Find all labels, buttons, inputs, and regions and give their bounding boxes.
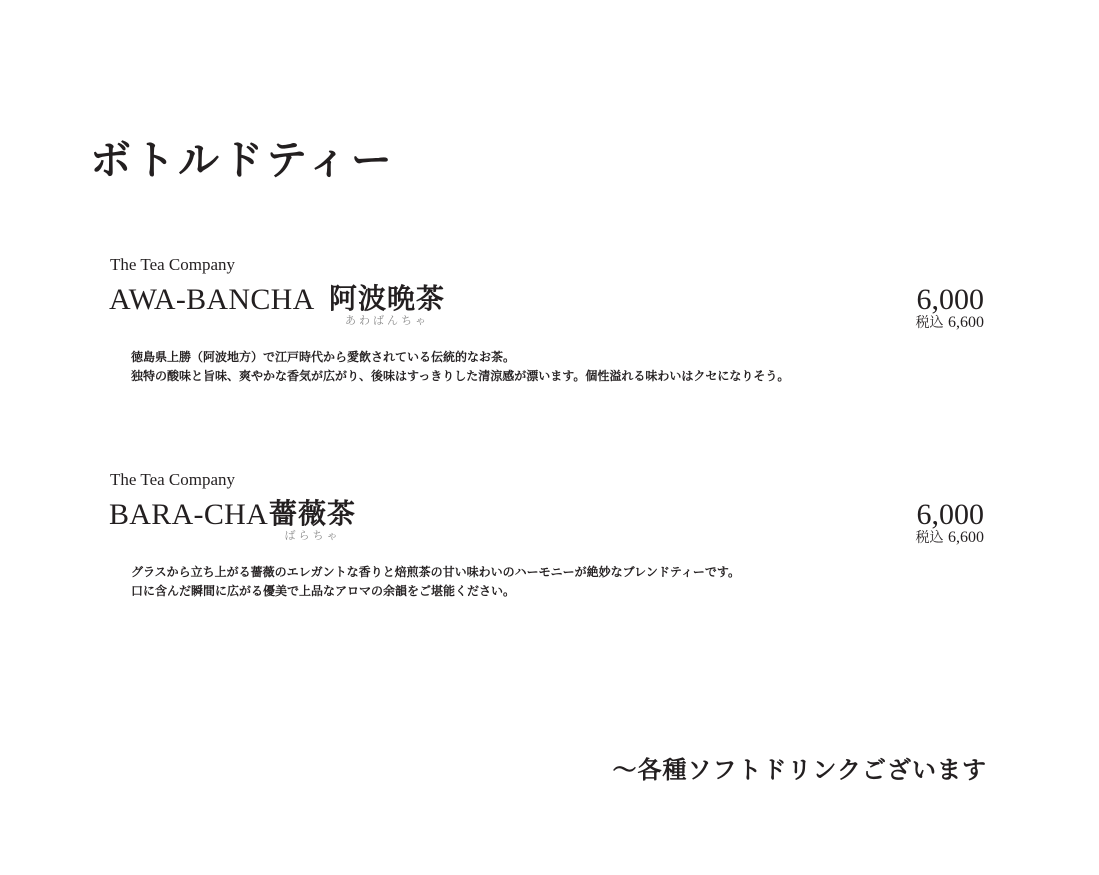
- item-furigana: あわばんちゃ: [345, 314, 429, 327]
- item-description: [131, 348, 789, 386]
- brand-name: The Tea Company: [110, 255, 236, 274]
- item-description: [131, 563, 740, 601]
- item-price: 6,000: [916, 498, 984, 531]
- description-line: 独特の酸味と旨味、爽やかな香気が広がり、後味はすっきりした清涼感が漂います。個性溢れる味わいはクセになりそう。: [131, 369, 790, 383]
- item-furigana: ばらちゃ: [284, 529, 341, 542]
- item-price: 6,000: [916, 283, 984, 316]
- description-line: グラスから立ち上がる薔薇のエレガントな香りと焙煎茶の甘い味わいのハーモニーが絶妙なブレンドティーです。: [131, 565, 740, 579]
- item-price-tax-included: [916, 315, 984, 331]
- tax-value: 6,600: [948, 314, 984, 331]
- page-title: ボトルドティー: [90, 136, 395, 184]
- brand-name: The Tea Company: [110, 470, 236, 489]
- item-name-jp-block: [269, 497, 356, 543]
- item-name-jp-block: [329, 282, 445, 328]
- tax-label: 税込: [915, 315, 944, 331]
- tax-label: 税込: [915, 530, 944, 546]
- item-name-en: AWA-BANCHA: [109, 283, 315, 316]
- description-line: 口に含んだ瞬間に広がる優美で上品なアロマの余韻をご堪能ください。: [131, 584, 516, 598]
- menu-item-bara-cha: [109, 471, 984, 621]
- item-name-jp: 阿波晩茶: [329, 282, 446, 315]
- tax-value: 6,600: [948, 529, 984, 546]
- item-name-jp: 薔薇茶: [269, 497, 357, 530]
- menu-item-awa-bancha: [109, 256, 984, 406]
- item-price-tax-included: [916, 530, 984, 546]
- description-line: 徳島県上勝（阿波地方）で江戸時代から愛飲されている伝統的なお茶。: [131, 350, 516, 364]
- item-name-en: BARA-CHA: [109, 498, 269, 531]
- soft-drinks-note: ～各種ソフトドリンクございます: [612, 755, 987, 784]
